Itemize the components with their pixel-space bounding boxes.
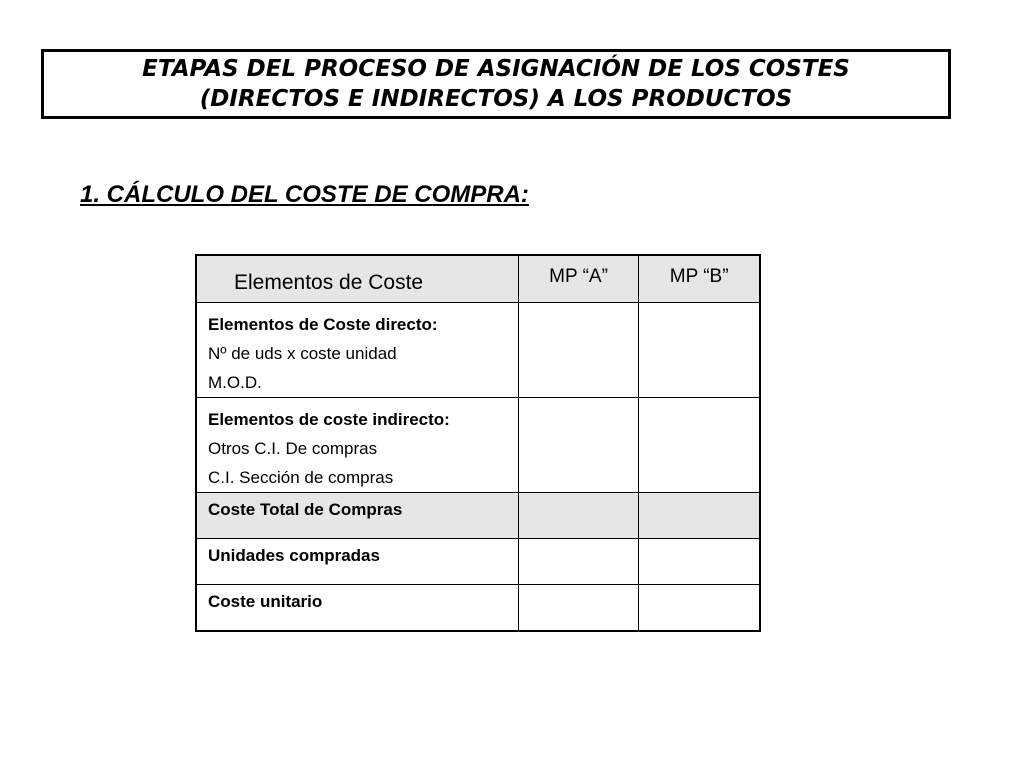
indirect-line-1: Otros C.I. De compras (208, 439, 378, 458)
indirect-line-2: C.I. Sección de compras (208, 468, 394, 487)
cell-units-mp-b (639, 539, 760, 585)
row-label-unit-cost: Coste unitario (196, 585, 518, 631)
header-elementos: Elementos de Coste (196, 255, 518, 303)
row-label-total: Coste Total de Compras (196, 493, 518, 539)
table-row-total (196, 493, 760, 539)
cell-direct-mp-a (518, 303, 639, 398)
cell-units-mp-a (518, 539, 639, 585)
cell-direct-mp-b (639, 303, 760, 398)
cost-table (195, 254, 761, 632)
table-row-units (196, 539, 760, 585)
direct-line-2: M.O.D. (208, 373, 262, 392)
row-label-units: Unidades compradas (196, 539, 518, 585)
direct-line-1: Nº de uds x coste unidad (208, 344, 397, 363)
table-row-unit-cost (196, 585, 760, 631)
table-row-indirect (196, 398, 760, 493)
cell-indirect-mp-b (639, 398, 760, 493)
table-row-direct (196, 303, 760, 398)
header-mp-b: MP “B” (639, 255, 760, 303)
page-title (41, 49, 951, 119)
cell-indirect-mp-a (518, 398, 639, 493)
cell-total-mp-b (639, 493, 760, 539)
header-mp-a: MP “A” (518, 255, 639, 303)
cell-unit-cost-mp-b (639, 585, 760, 631)
table-header-row (196, 255, 760, 303)
title-line-2: (DIRECTOS E INDIRECTOS) A LOS PRODUCTOS (199, 86, 793, 112)
row-label-direct (196, 303, 518, 398)
cell-total-mp-a (518, 493, 639, 539)
cell-unit-cost-mp-a (518, 585, 639, 631)
title-line-1: ETAPAS DEL PROCESO DE ASIGNACIÓN DE LOS COSTES (142, 56, 850, 82)
section-heading: 1. CÁLCULO DEL COSTE DE COMPRA: (80, 181, 529, 208)
indirect-heading: Elementos de coste indirecto: (208, 410, 450, 429)
row-label-indirect (196, 398, 518, 493)
direct-heading: Elementos de Coste directo: (208, 315, 438, 334)
